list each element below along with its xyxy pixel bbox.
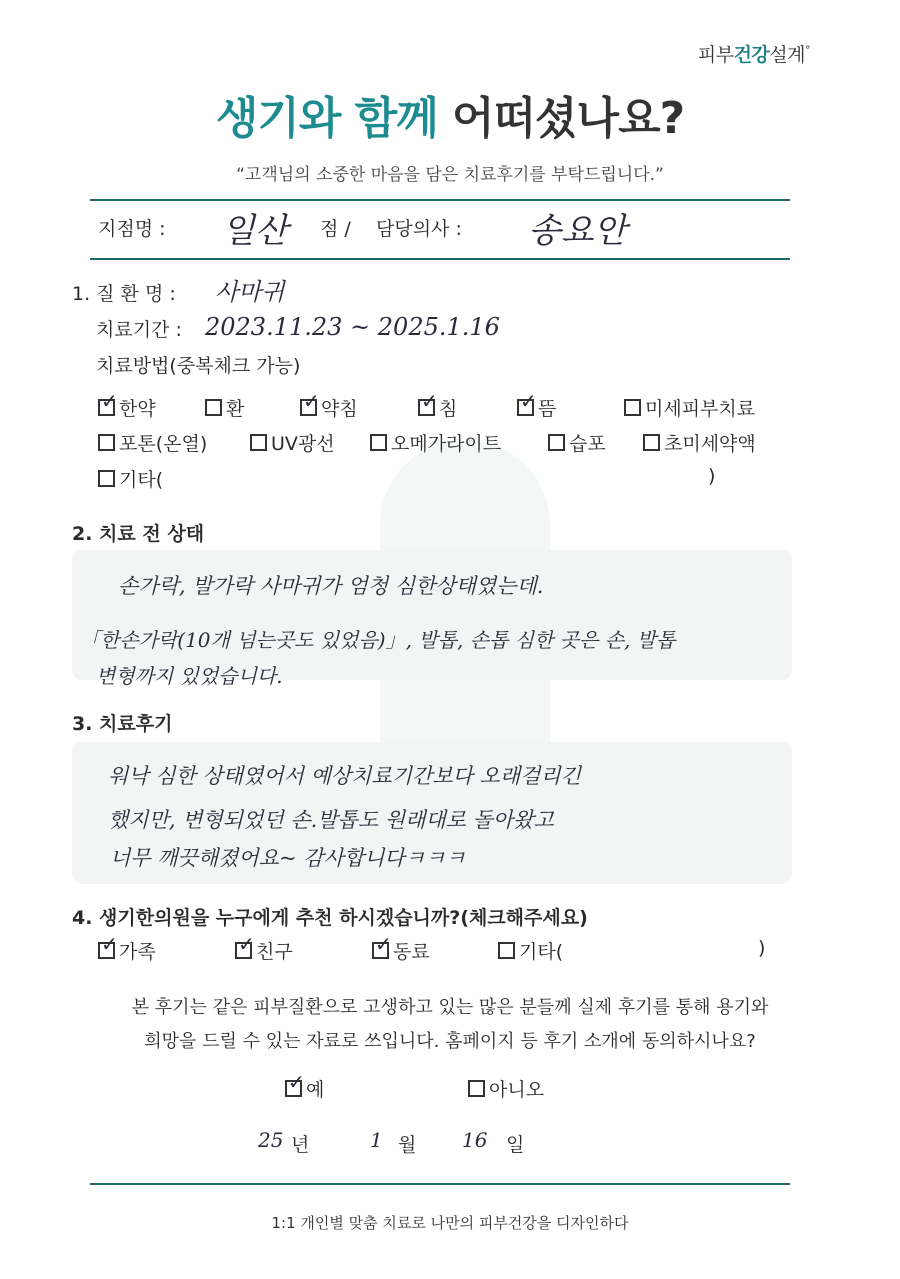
branch-label: 지점명 : xyxy=(98,218,166,240)
method-option-uv[interactable]: UV광선 xyxy=(250,429,335,456)
checkbox-icon xyxy=(205,399,222,416)
recommend-option-colleague[interactable]: ✓ 동료 xyxy=(372,937,430,964)
recommend-option-friend[interactable]: ✓ 친구 xyxy=(235,937,293,964)
brand-suffix: 설계 xyxy=(769,44,805,66)
recommend-option-family[interactable]: ✓가족 xyxy=(98,937,156,964)
checkbox-icon xyxy=(517,399,534,416)
title-part2: 어떠셨나요? xyxy=(452,93,685,144)
section-recommend-label: 4. 생기한의원을 누구에게 추천 하시겠습니까?(체크해주세요) xyxy=(72,907,588,929)
review-line-2: 했지만, 변형되었던 손.발톱도 원래대로 돌아왔고 xyxy=(108,808,554,832)
section-before-label: 2. 치료 전 상태 xyxy=(72,523,205,545)
before-line-2: 「한손가락(10개 넘는곳도 있었음)」, 발톱, 손톱 심한 곳은 손, 발톱 xyxy=(80,628,676,652)
recommend-option-other[interactable]: 기타( xyxy=(498,937,563,964)
method-label: 치료방법(중복체크 가능) xyxy=(96,355,301,377)
branch-suffix: 점 / xyxy=(320,218,351,240)
checkbox-icon xyxy=(235,942,252,959)
checkbox-icon xyxy=(643,434,660,451)
method-option-acupuncture[interactable]: ✓ 침 xyxy=(418,394,457,421)
checkbox-icon xyxy=(285,1080,302,1097)
doctor-label: 담당의사 : xyxy=(376,218,462,240)
section-review-label: 3. 치료후기 xyxy=(72,713,173,735)
date-month-label: 월 xyxy=(398,1134,417,1156)
header-bottom-divider xyxy=(90,258,790,260)
date-day: 16 xyxy=(462,1128,488,1152)
method-option-micro-skin[interactable]: 미세피부치료 xyxy=(624,394,755,421)
date-year-label: 년 xyxy=(291,1134,310,1156)
checkbox-icon xyxy=(98,942,115,959)
period-label: 치료기간 : xyxy=(96,319,182,341)
method-option-pill[interactable]: 환 xyxy=(205,394,244,421)
method-option-photon[interactable]: 포톤(온열) xyxy=(98,429,207,456)
checkbox-icon xyxy=(98,470,115,487)
checkbox-icon xyxy=(468,1080,485,1097)
checkbox-icon xyxy=(250,434,267,451)
period-value: 2023.11.23 ~ 2025.1.16 xyxy=(205,313,500,341)
review-line-3: 너무 깨끗해졌어요~ 감사합니다ㅋㅋㅋ xyxy=(110,846,466,870)
title-part1: 생기와 함께 xyxy=(215,93,453,144)
footer-slogan: 1:1 개인별 맞춤 치료로 나만의 피부건강을 디자인하다 xyxy=(271,1214,629,1232)
checkbox-icon xyxy=(370,434,387,451)
branch-value: 일산 xyxy=(222,211,288,251)
checkbox-icon xyxy=(98,399,115,416)
date-year: 25 xyxy=(258,1128,284,1152)
subtitle: “고객님의 소중한 마음을 담은 치료후기를 부탁드립니다.” xyxy=(236,165,664,185)
before-line-3: 변형까지 있었습니다. xyxy=(96,664,283,688)
date-month: 1 xyxy=(370,1128,383,1152)
page-title xyxy=(0,82,900,146)
consent-text-line-1: 본 후기는 같은 피부질환으로 고생하고 있는 많은 분들께 실제 후기를 통해 용기와 xyxy=(131,997,769,1018)
method-other-close: ) xyxy=(708,465,716,487)
method-option-omegalight[interactable]: 오메가라이트 xyxy=(370,429,501,456)
method-option-other[interactable]: 기타( xyxy=(98,465,163,492)
method-option-micro-solution[interactable]: 초미세약액 xyxy=(643,429,756,456)
checkbox-icon xyxy=(548,434,565,451)
header-top-divider xyxy=(90,199,790,201)
checkbox-icon xyxy=(300,399,317,416)
consent-no-option[interactable]: 아니오 xyxy=(468,1075,544,1102)
review-line-1: 워낙 심한 상태였어서 예상치료기간보다 오래걸리긴 xyxy=(108,764,581,788)
before-line-1: 손가락, 발가락 사마귀가 엄청 심한상태였는데. xyxy=(118,574,544,598)
brand-prefix: 피부 xyxy=(697,44,734,66)
brand-logo xyxy=(698,40,810,67)
checkbox-icon xyxy=(624,399,641,416)
recommend-other-close: ) xyxy=(758,937,766,959)
method-option-compress[interactable]: 습포 xyxy=(548,429,606,456)
doctor-value: 송요안 xyxy=(528,211,627,251)
method-option-pharmacopuncture[interactable]: ✓ 약침 xyxy=(300,394,358,421)
checkbox-icon xyxy=(372,942,389,959)
method-option-moxibustion[interactable]: ✓ 뜸 xyxy=(517,394,556,421)
date-day-label: 일 xyxy=(506,1134,525,1156)
disease-value: 사마귀 xyxy=(215,278,285,306)
brand-highlight: 건강 xyxy=(733,44,770,66)
footer-divider xyxy=(90,1183,790,1185)
brand-mark: ° xyxy=(805,43,810,57)
checkbox-icon xyxy=(498,942,515,959)
consent-yes-option[interactable]: ✓예 xyxy=(285,1075,324,1102)
method-option-herbal[interactable]: ✓한약 xyxy=(98,394,156,421)
checkbox-icon xyxy=(98,434,115,451)
disease-label: 1. 질 환 명 : xyxy=(72,283,176,305)
consent-text-line-2: 희망을 드릴 수 있는 자료로 쓰입니다. 홈페이지 등 후기 소개에 동의하시나요? xyxy=(144,1031,756,1052)
checkbox-icon xyxy=(418,399,435,416)
